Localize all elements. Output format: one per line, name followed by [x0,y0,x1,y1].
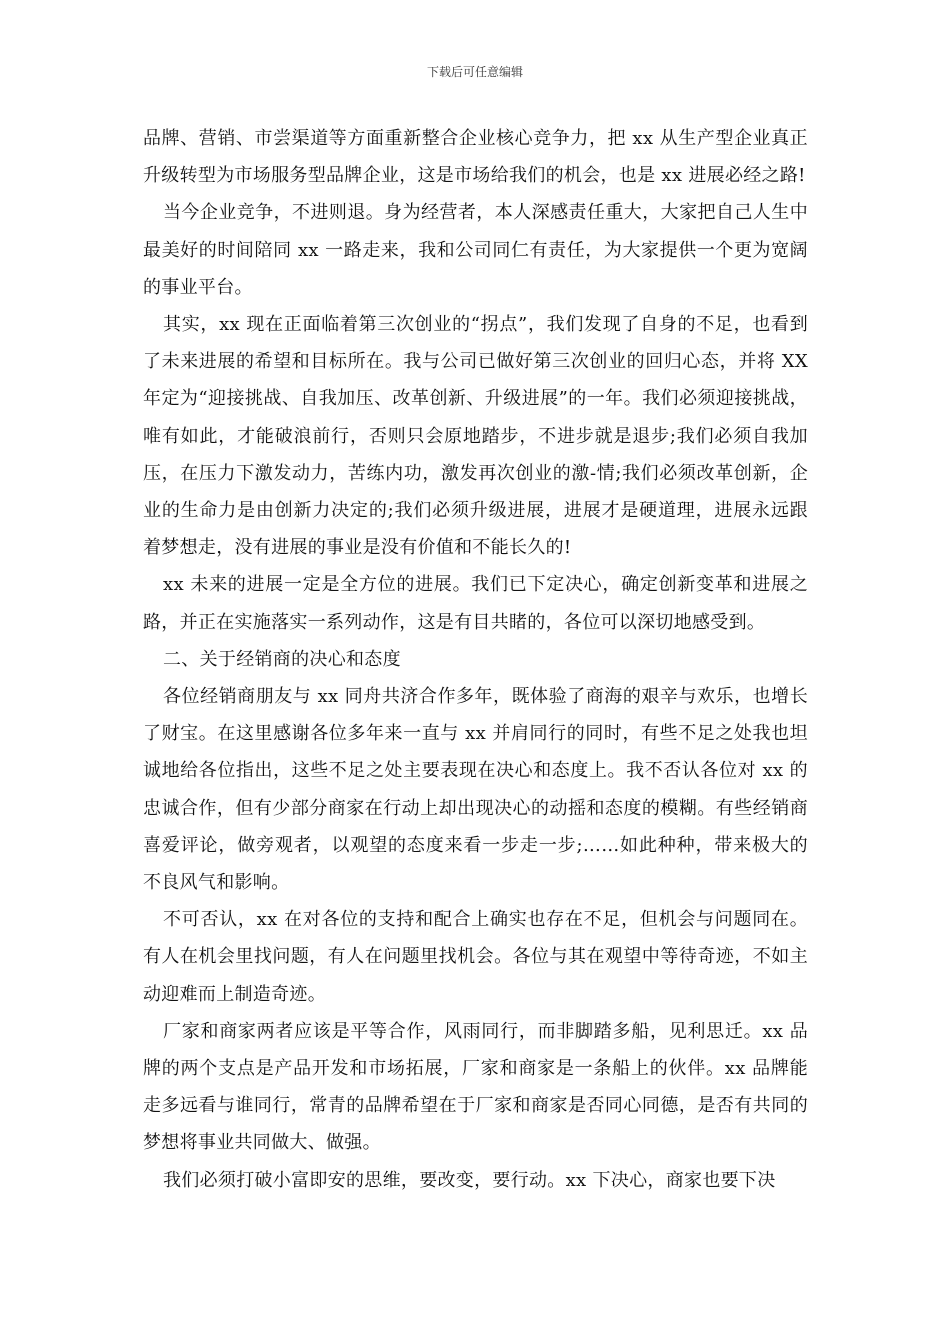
paragraph: 我们必须打破小富即安的思维，要改变，要行动。xx 下决心，商家也要下决 [163,1169,776,1191]
paragraph: 当今企业竞争，不进则退。身为经营者，本人深感责任重大，大家把自己人生中最美好的时间陪同 xx 一路走来，我和公司同仁有责任，为大家提供一个更为宽阔的事业平台。 [143,202,808,298]
paragraph: 不可否认，xx 在对各位的支持和配合上确实也存在不足，但机会与问题同在。有人在机会里找问题，有人在问题里找机会。各位与其在观望中等待奇迹，不如主动迎难而上制造奇迹。 [143,909,808,1005]
document-body [143,120,808,1199]
paragraph: 其实，xx 现在正面临着第三次创业的“拐点”，我们发现了自身的不足，也看到了未来进展的希望和目标所在。我与公司已做好第三次创业的回归心态，并将 XX 年定为“迎接挑战、自我加压、改革创新、升级进展”的一年。我们必须迎接挑战，唯有如此，才能破浪前行，否则只会原地踏步，不进步就是退步;我们必须自我加压，在压力下激发动力，苦练内功，激发再次创业的激-情;我们必须改革创新，企业的生命力是由创新力决定的;我们必须升级进展，进展才是硬道理，进展永远跟着梦想走，没有进展的事业是没有价值和不能长久的! [143,314,808,559]
section-heading: 二、关于经销商的决心和态度 [163,648,401,670]
paragraph: 厂家和商家两者应该是平等合作，风雨同行，而非脚踏多船，见利思迁。xx 品牌的两个支点是产品开发和市场拓展，厂家和商家是一条船上的伙伴。xx 品牌能走多远看与谁同行，常青的品牌希望在于厂家和商家是否同心同德，是否有共同的梦想将事业共同做大、做强。 [143,1020,808,1154]
paragraph: xx 未来的进展一定是全方位的进展。我们已下定决心，确定创新变革和进展之路，并正在实施落实一系列动作，这是有目共睹的，各位可以深切地感受到。 [143,574,808,633]
page-header: 下载后可任意编辑 [426,65,523,79]
paragraph: 品牌、营销、市尝渠道等方面重新整合企业核心竞争力，把 xx 从生产型企业真正升级转型为市场服务型品牌企业，这是市场给我们的机会，也是 xx 进展必经之路! [143,128,808,187]
paragraph: 各位经销商朋友与 xx 同舟共济合作多年，既体验了商海的艰辛与欢乐，也增长了财宝。在这里感谢各位多年来一直与 xx 并肩同行的同时，有些不足之处我也坦诚地给各位指出，这些不足之处主要表现在决心和态度上。我不否认各位对 xx 的忠诚合作，但有少部分商家在行动上却出现决心的动摇和态度的模糊。有些经销商喜爱评论，做旁观者，以观望的态度来看一步走一步;……如此种种，带来极大的不良风气和影响。 [143,686,808,894]
